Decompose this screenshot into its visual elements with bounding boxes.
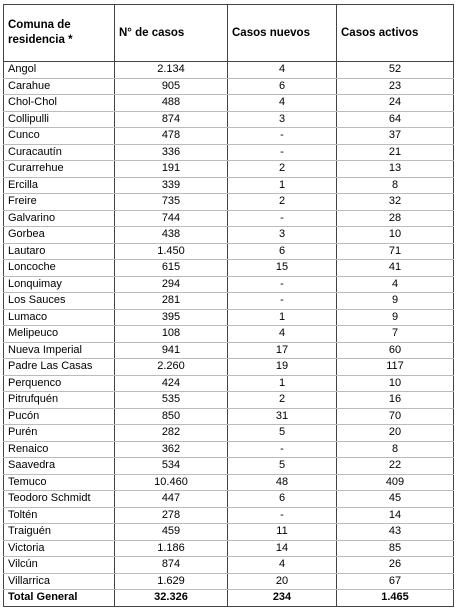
cell-nuevos: 2 — [228, 161, 337, 178]
table-row — [4, 243, 454, 260]
table-row — [4, 210, 454, 227]
table-row — [4, 458, 454, 475]
cell-nuevos: 6 — [228, 243, 337, 260]
cell-casos: 424 — [115, 375, 228, 392]
header-nuevos: Casos nuevos — [228, 5, 337, 62]
cell-casos: 282 — [115, 425, 228, 442]
cell-comuna: Saavedra — [4, 458, 115, 475]
total-activos: 1.465 — [337, 590, 454, 607]
cell-casos: 336 — [115, 144, 228, 161]
table-row — [4, 111, 454, 128]
cell-comuna: Traiguén — [4, 524, 115, 541]
cell-comuna: Pitrufquén — [4, 392, 115, 409]
table-row — [4, 491, 454, 508]
table-row — [4, 359, 454, 376]
table-row — [4, 573, 454, 590]
cell-casos: 735 — [115, 194, 228, 211]
cell-nuevos: 31 — [228, 408, 337, 425]
cell-nuevos: 11 — [228, 524, 337, 541]
cell-nuevos: 6 — [228, 78, 337, 95]
table-row — [4, 62, 454, 79]
cell-activos: 14 — [337, 507, 454, 524]
header-activos: Casos activos — [337, 5, 454, 62]
cell-activos: 52 — [337, 62, 454, 79]
cell-nuevos: 3 — [228, 227, 337, 244]
cell-activos: 10 — [337, 375, 454, 392]
cell-casos: 459 — [115, 524, 228, 541]
cell-comuna: Victoria — [4, 540, 115, 557]
cell-nuevos: 3 — [228, 111, 337, 128]
cell-comuna: Perquenco — [4, 375, 115, 392]
cell-nuevos: 2 — [228, 194, 337, 211]
cell-comuna: Lumaco — [4, 309, 115, 326]
table-row — [4, 161, 454, 178]
table-row — [4, 260, 454, 277]
cell-activos: 9 — [337, 293, 454, 310]
cell-casos: 850 — [115, 408, 228, 425]
cell-activos: 41 — [337, 260, 454, 277]
cell-comuna: Padre Las Casas — [4, 359, 115, 376]
cell-nuevos: 1 — [228, 375, 337, 392]
cell-activos: 60 — [337, 342, 454, 359]
cell-comuna: Lautaro — [4, 243, 115, 260]
cell-activos: 16 — [337, 392, 454, 409]
cell-nuevos: - — [228, 441, 337, 458]
cell-nuevos: - — [228, 293, 337, 310]
cell-casos: 488 — [115, 95, 228, 112]
cell-nuevos: 2 — [228, 392, 337, 409]
cell-casos: 1.450 — [115, 243, 228, 260]
table-row — [4, 309, 454, 326]
cell-activos: 85 — [337, 540, 454, 557]
table-row — [4, 293, 454, 310]
cell-casos: 438 — [115, 227, 228, 244]
cell-activos: 70 — [337, 408, 454, 425]
cell-casos: 278 — [115, 507, 228, 524]
cell-casos: 362 — [115, 441, 228, 458]
cell-nuevos: 19 — [228, 359, 337, 376]
cell-comuna: Nueva Imperial — [4, 342, 115, 359]
cell-activos: 22 — [337, 458, 454, 475]
table-row — [4, 441, 454, 458]
cell-nuevos: 4 — [228, 557, 337, 574]
cell-nuevos: 6 — [228, 491, 337, 508]
cell-casos: 744 — [115, 210, 228, 227]
cell-activos: 21 — [337, 144, 454, 161]
cell-comuna: Lonquimay — [4, 276, 115, 293]
total-label: Total General — [4, 590, 115, 607]
cell-activos: 67 — [337, 573, 454, 590]
table-row — [4, 474, 454, 491]
cell-nuevos: 15 — [228, 260, 337, 277]
table-row — [4, 95, 454, 112]
cell-nuevos: 20 — [228, 573, 337, 590]
cell-casos: 534 — [115, 458, 228, 475]
cell-activos: 28 — [337, 210, 454, 227]
cell-activos: 45 — [337, 491, 454, 508]
cell-comuna: Curarrehue — [4, 161, 115, 178]
cell-casos: 281 — [115, 293, 228, 310]
table-row — [4, 425, 454, 442]
table-row — [4, 342, 454, 359]
cell-activos: 8 — [337, 441, 454, 458]
cell-nuevos: 4 — [228, 95, 337, 112]
cell-casos: 1.629 — [115, 573, 228, 590]
cell-activos: 9 — [337, 309, 454, 326]
cell-comuna: Toltén — [4, 507, 115, 524]
cell-casos: 395 — [115, 309, 228, 326]
cell-nuevos: 48 — [228, 474, 337, 491]
cell-comuna: Freire — [4, 194, 115, 211]
cell-comuna: Galvarino — [4, 210, 115, 227]
cell-comuna: Cunco — [4, 128, 115, 145]
table-row — [4, 507, 454, 524]
cell-comuna: Purén — [4, 425, 115, 442]
cell-activos: 13 — [337, 161, 454, 178]
cell-comuna: Renaico — [4, 441, 115, 458]
cell-comuna: Villarrica — [4, 573, 115, 590]
table-body — [4, 62, 454, 590]
header-comuna: Comuna de residencia * — [4, 5, 115, 62]
cell-comuna: Los Sauces — [4, 293, 115, 310]
cell-casos: 447 — [115, 491, 228, 508]
cell-comuna: Collipulli — [4, 111, 115, 128]
cell-nuevos: 1 — [228, 309, 337, 326]
cell-casos: 941 — [115, 342, 228, 359]
cell-activos: 24 — [337, 95, 454, 112]
cell-activos: 43 — [337, 524, 454, 541]
cell-comuna: Pucón — [4, 408, 115, 425]
table-row — [4, 408, 454, 425]
table-row — [4, 557, 454, 574]
cell-activos: 64 — [337, 111, 454, 128]
cell-nuevos: - — [228, 276, 337, 293]
cell-nuevos: 4 — [228, 62, 337, 79]
cell-casos: 339 — [115, 177, 228, 194]
cell-nuevos: 4 — [228, 326, 337, 343]
cell-activos: 23 — [337, 78, 454, 95]
cell-nuevos: 14 — [228, 540, 337, 557]
header-casos: N° de casos — [115, 5, 228, 62]
table-row — [4, 276, 454, 293]
cell-casos: 615 — [115, 260, 228, 277]
cell-casos: 478 — [115, 128, 228, 145]
cell-nuevos: - — [228, 128, 337, 145]
cell-comuna: Vilcún — [4, 557, 115, 574]
table-row — [4, 177, 454, 194]
cell-comuna: Gorbea — [4, 227, 115, 244]
cell-nuevos: - — [228, 507, 337, 524]
cell-casos: 874 — [115, 111, 228, 128]
cell-comuna: Loncoche — [4, 260, 115, 277]
cell-casos: 2.260 — [115, 359, 228, 376]
cell-casos: 1.186 — [115, 540, 228, 557]
cell-activos: 8 — [337, 177, 454, 194]
table-row — [4, 128, 454, 145]
cell-casos: 191 — [115, 161, 228, 178]
cell-casos: 294 — [115, 276, 228, 293]
cell-nuevos: - — [228, 144, 337, 161]
cell-casos: 535 — [115, 392, 228, 409]
cell-comuna: Ercilla — [4, 177, 115, 194]
cell-activos: 4 — [337, 276, 454, 293]
table-row — [4, 524, 454, 541]
table-row — [4, 78, 454, 95]
cell-casos: 2.134 — [115, 62, 228, 79]
table-row — [4, 227, 454, 244]
total-casos: 32.326 — [115, 590, 228, 607]
cell-activos: 32 — [337, 194, 454, 211]
cell-nuevos: 5 — [228, 425, 337, 442]
header-row — [4, 5, 454, 62]
table-row — [4, 326, 454, 343]
cell-comuna: Melipeuco — [4, 326, 115, 343]
cell-comuna: Chol-Chol — [4, 95, 115, 112]
cell-comuna: Carahue — [4, 78, 115, 95]
cell-activos: 26 — [337, 557, 454, 574]
table-row — [4, 194, 454, 211]
cell-casos: 108 — [115, 326, 228, 343]
cell-comuna: Temuco — [4, 474, 115, 491]
cell-nuevos: - — [228, 210, 337, 227]
cell-casos: 874 — [115, 557, 228, 574]
cell-activos: 7 — [337, 326, 454, 343]
table-row — [4, 144, 454, 161]
cell-activos: 409 — [337, 474, 454, 491]
cell-activos: 71 — [337, 243, 454, 260]
cell-activos: 10 — [337, 227, 454, 244]
total-row — [4, 590, 454, 607]
cases-table — [3, 4, 454, 607]
cell-comuna: Curacautín — [4, 144, 115, 161]
table-row — [4, 540, 454, 557]
cell-casos: 905 — [115, 78, 228, 95]
total-nuevos: 234 — [228, 590, 337, 607]
cell-activos: 37 — [337, 128, 454, 145]
cell-activos: 117 — [337, 359, 454, 376]
cases-table-container — [3, 4, 453, 607]
table-row — [4, 375, 454, 392]
cell-activos: 20 — [337, 425, 454, 442]
cell-casos: 10.460 — [115, 474, 228, 491]
cell-comuna: Angol — [4, 62, 115, 79]
cell-comuna: Teodoro Schmidt — [4, 491, 115, 508]
table-row — [4, 392, 454, 409]
cell-nuevos: 5 — [228, 458, 337, 475]
cell-nuevos: 1 — [228, 177, 337, 194]
cell-nuevos: 17 — [228, 342, 337, 359]
